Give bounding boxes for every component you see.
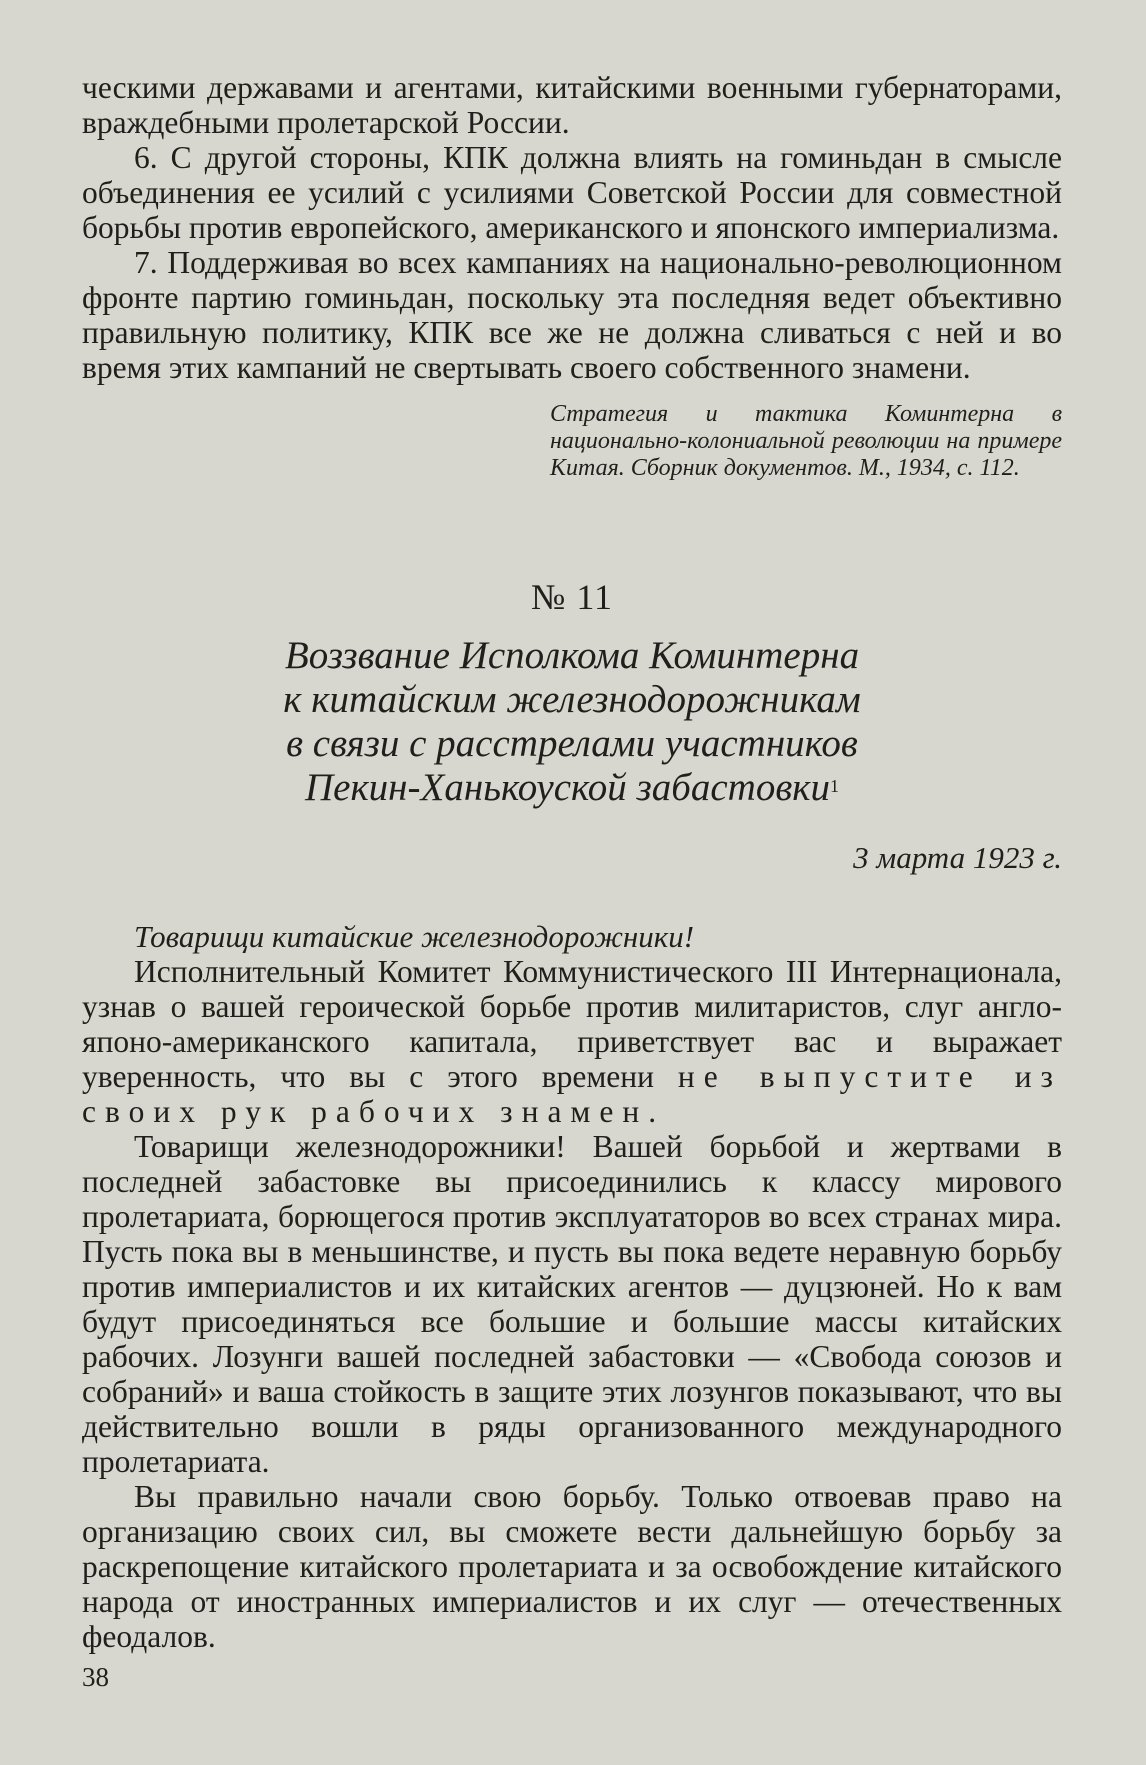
greeting: Товарищи китайские железнодорожники! bbox=[134, 919, 695, 954]
title-line-2: к китайским железнодорожникам bbox=[283, 678, 861, 721]
title-line-3: в связи с расстрелами участников bbox=[286, 722, 858, 765]
paragraph-7: 7. Поддерживая во всех кампаниях на национально-революционном фронте партию гоминьдан, поскольку эта последняя ведет объективно правильную политику, КПК все же не должна сливаться с ней и во время этих кампаний не свертывать своего собственного знамени. bbox=[82, 245, 1062, 385]
page-content bbox=[82, 70, 1062, 1654]
continued-paragraph: ческими державами и агентами, китайскими военными губернаторами, враждебными пролетарской России. bbox=[82, 70, 1062, 140]
footnote-marker: 1 bbox=[830, 776, 840, 796]
document-title bbox=[82, 634, 1062, 810]
page-number: 38 bbox=[82, 1662, 109, 1692]
body-p1-text: Исполнительный Комитет Коммунистического III Интернационала, узнав о вашей героической борьбе против милитаристов, слуг англо-японо-американского капитала, приветствует вас и выражает уверенность, что вы с этого времени bbox=[82, 954, 1062, 1094]
body-paragraph-2: Товарищи железнодорожники! Вашей борьбой и жертвами в последней забастовке вы присоединились к классу мирового пролетариата, борющегося против эксплуататоров во всех странах мира. Пусть пока вы в меньшинстве, и пусть вы пока ведете неравную борьбу против империалистов и их китайских агентов — дуцзюней. Но к вам будут присоединяться все большие и большие массы китайских рабочих. Лозунги вашей последней забастовки — «Свобода союзов и собраний» и ваша стойкость в защите этих лозунгов показывают, что вы действительно вошли в ряды организованного международного пролетариата. bbox=[82, 1129, 1062, 1479]
document-number: № 11 bbox=[530, 577, 613, 617]
title-line-4 bbox=[82, 766, 1062, 810]
document-date: 3 марта 1923 г. bbox=[853, 840, 1062, 875]
title-line-4-text: Пекин-Ханькоуской забастовки bbox=[304, 766, 831, 809]
title-line-1: Воззвание Исполкома Коминтерна bbox=[284, 634, 860, 677]
body-paragraph-1 bbox=[82, 954, 1062, 1129]
source-citation: Стратегия и тактика Коминтерна в национально-колониальной революции на примере Китая. Сборник документов. М., 1934, с. 112. bbox=[550, 401, 1062, 481]
body-paragraph-3: Вы правильно начали свою борьбу. Только отвоевав право на организацию своих сил, вы сможете вести дальнейшую борьбу за раскрепощение китайского пролетариата и за освобождение китайского народа от иностранных империалистов и их слуг — отечественных феодалов. bbox=[82, 1479, 1062, 1654]
body-p1-spaced-text: не выпустите из своих рук рабочих знамен. bbox=[82, 1059, 1062, 1129]
paragraph-6: 6. С другой стороны, КПК должна влиять на гоминьдан в смысле объединения ее усилий с усилиями Советской России для совместной борьбы против европейского, американского и японского империализма. bbox=[82, 140, 1062, 245]
